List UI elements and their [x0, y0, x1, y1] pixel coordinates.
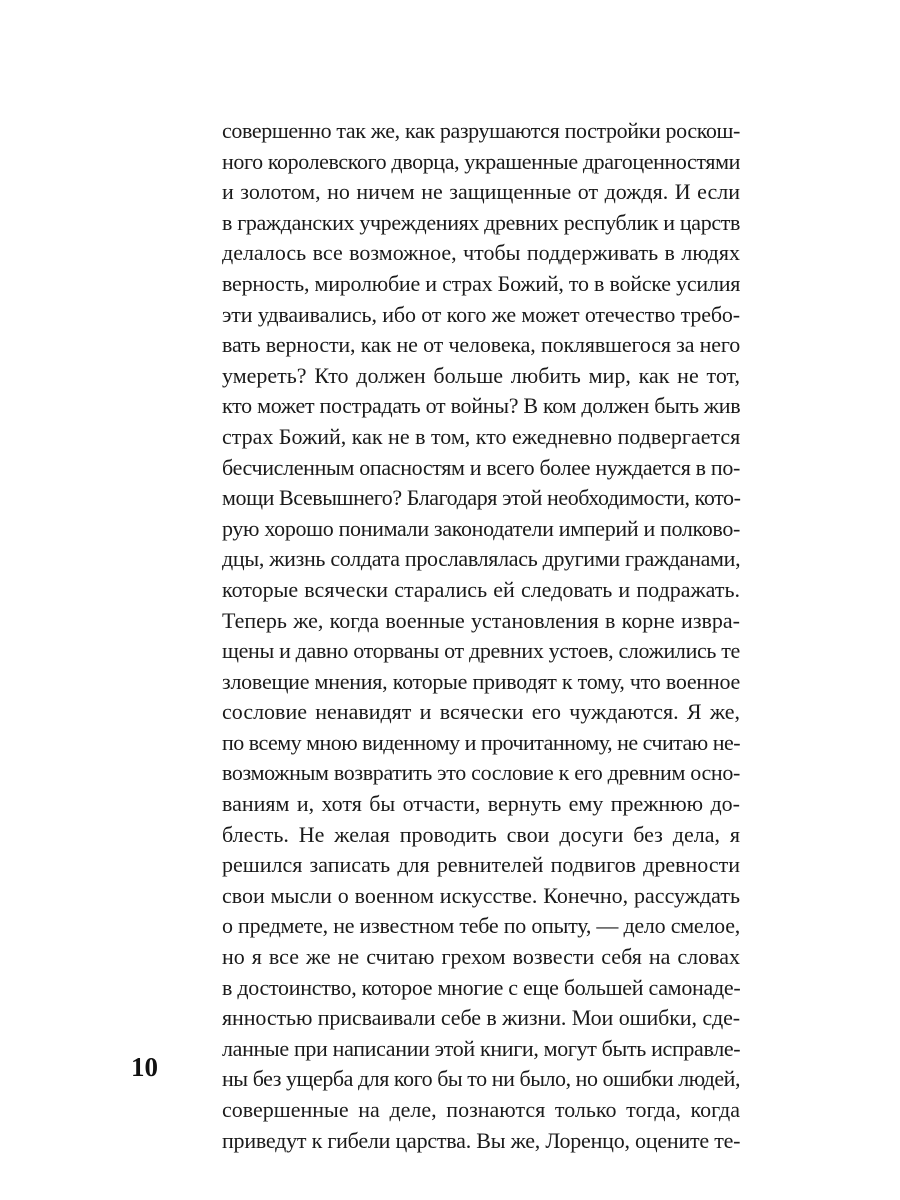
text-line: бесчисленным опасностям и всего более нуждается в по- — [222, 454, 740, 480]
text-line: совершенно так же, как разрушаются постройки роскош- — [222, 118, 740, 143]
body-text — [222, 116, 740, 1156]
text-line: Теперь же, когда военные установления в корне извра- — [222, 607, 740, 633]
text-line: мощи Всевышнего? Благодаря этой необходимости, кото- — [222, 485, 741, 511]
text-line: ваниям и, хотя бы отчасти, вернуть ему прежнюю до- — [222, 791, 740, 817]
text-line: сословие ненавидят и всячески его чуждаются. Я же, — [222, 699, 740, 725]
text-line: ного королевского дворца, украшенные драгоценностями — [222, 148, 741, 174]
text-line: делалось все возможное, чтобы поддерживать в людях — [222, 240, 740, 266]
text-line: и золотом, но ничем не защищенные от дождя. И если — [222, 179, 740, 205]
text-line: умереть? Кто должен больше любить мир, как не тот, — [222, 362, 740, 388]
text-line: страх Божий, как не в том, кто ежедневно подвергается — [222, 423, 741, 449]
text-line: решился записать для ревнителей подвигов древности — [222, 852, 740, 878]
text-line: приведут к гибели царства. Вы же, Лоренцо, оцените те- — [222, 1127, 741, 1153]
text-line: зловещие мнения, которые приводят к тому, что военное — [222, 668, 740, 694]
text-line: щены и давно оторваны от древних устоев, сложились те — [222, 638, 740, 664]
text-line: блесть. Не желая проводить свои досуги без дела, я — [222, 821, 740, 847]
text-line: вать верности, как не от человека, поклявшегося за него — [222, 332, 741, 358]
text-line: совершенные на деле, познаются только тогда, когда — [222, 1097, 740, 1122]
text-line: янностью присваивали себе в жизни. Мои ошибки, сде- — [222, 1005, 740, 1031]
text-line: рую хорошо понимали законодатели империй и полково- — [222, 515, 740, 541]
text-line: свои мысли о военном искусстве. Конечно, рассуждать — [222, 882, 740, 908]
text-line: ны без ущерба для кого бы то ни было, но ошибки людей, — [222, 1066, 740, 1092]
text-line: эти удваивались, ибо от кого же может отечество требо- — [222, 301, 740, 327]
text-line: но я все же не считаю грехом возвести себя на словах — [222, 944, 740, 970]
text-line: в достоинство, которое многие с еще большей самонаде- — [222, 974, 741, 1000]
text-line: возможным возвратить это сословие к его древним осно- — [222, 760, 740, 786]
text-line: о предмете, не известном тебе по опыту, — дело смелое, — [222, 913, 740, 939]
text-line: верность, миролюбие и страх Божий, то в войске усилия — [222, 270, 741, 296]
text-line: кто может пострадать от войны? В ком должен быть жив — [222, 393, 741, 419]
page-number: 10 — [131, 1052, 158, 1082]
text-line: в гражданских учреждениях древних республик и царств — [222, 209, 740, 235]
text-line: ланные при написании этой книги, могут быть исправле- — [222, 1035, 741, 1061]
text-line: дцы, жизнь солдата прославлялась другими гражданами, — [222, 546, 741, 572]
text-line: по всему мною виденному и прочитанному, не считаю не- — [222, 729, 740, 755]
text-line: которые всячески старались ей следовать и подражать. — [222, 576, 740, 602]
